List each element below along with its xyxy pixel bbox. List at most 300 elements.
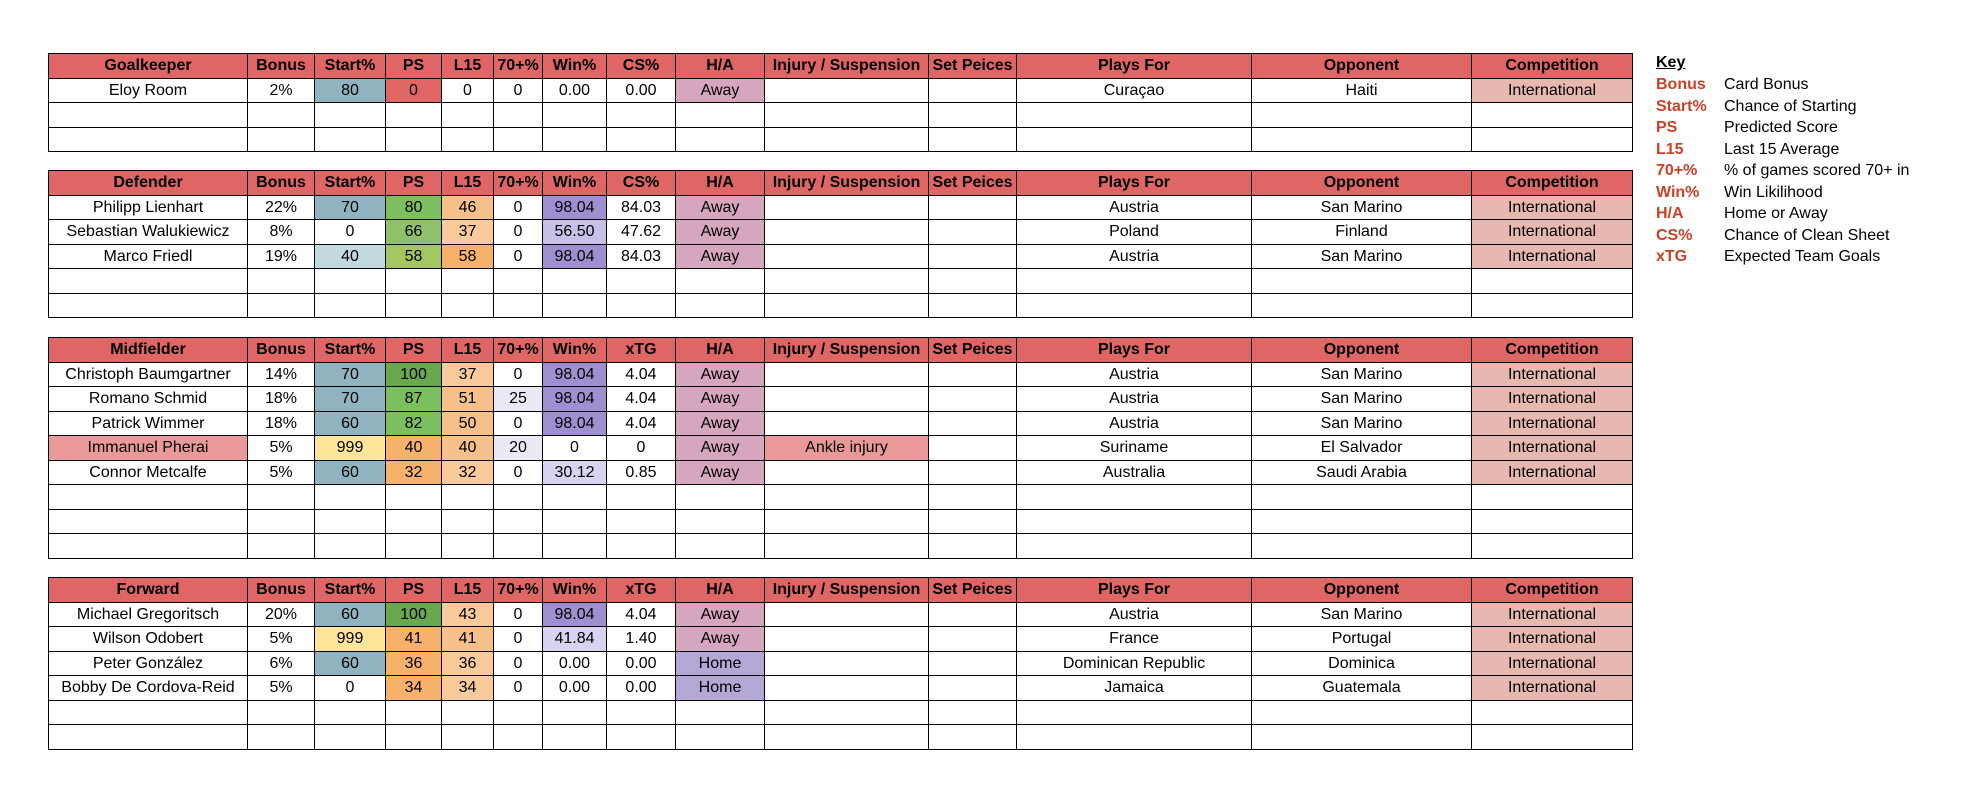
cell-l15[interactable] <box>442 534 494 559</box>
cell-plays-for[interactable] <box>1017 127 1252 152</box>
cell-ps[interactable]: 36 <box>386 651 442 676</box>
cell-injury[interactable] <box>765 127 929 152</box>
cell-start-pct[interactable] <box>315 509 386 534</box>
cell-70plus[interactable]: 0 <box>494 460 543 485</box>
cell-set-pieces[interactable] <box>929 269 1017 294</box>
cell-home-away[interactable] <box>676 725 765 750</box>
cell-start-pct[interactable] <box>315 485 386 510</box>
cell-win-pct[interactable] <box>543 509 607 534</box>
cell-competition[interactable] <box>1472 269 1633 294</box>
cell-competition[interactable]: International <box>1472 627 1633 652</box>
cell-start-pct[interactable]: 70 <box>315 362 386 387</box>
cell-start-pct[interactable] <box>315 534 386 559</box>
cell-l15[interactable]: 37 <box>442 220 494 245</box>
cell-bonus[interactable]: 19% <box>248 244 315 269</box>
cell-opponent[interactable] <box>1252 269 1472 294</box>
cell-injury[interactable] <box>765 534 929 559</box>
cell-player-name[interactable] <box>49 485 248 510</box>
cell-win-pct[interactable]: 98.04 <box>543 602 607 627</box>
cell-set-pieces[interactable] <box>929 244 1017 269</box>
cell-opponent[interactable] <box>1252 485 1472 510</box>
cell-start-pct[interactable]: 80 <box>315 78 386 103</box>
cell-ps[interactable]: 100 <box>386 362 442 387</box>
cell-l15[interactable]: 34 <box>442 676 494 701</box>
cell-injury[interactable] <box>765 195 929 220</box>
cell-plays-for[interactable]: France <box>1017 627 1252 652</box>
cell-opponent[interactable] <box>1252 509 1472 534</box>
cell-opponent[interactable]: San Marino <box>1252 244 1472 269</box>
cell-l15[interactable]: 37 <box>442 362 494 387</box>
cell-home-away[interactable] <box>676 700 765 725</box>
cell-bonus[interactable]: 5% <box>248 436 315 461</box>
cell-opponent[interactable]: Guatemala <box>1252 676 1472 701</box>
cell-70plus[interactable] <box>494 485 543 510</box>
cell-plays-for[interactable] <box>1017 725 1252 750</box>
cell-home-away[interactable] <box>676 293 765 318</box>
cell-set-pieces[interactable] <box>929 534 1017 559</box>
cell-competition[interactable]: International <box>1472 195 1633 220</box>
cell-bonus[interactable]: 5% <box>248 460 315 485</box>
cell-cs-or-xtg[interactable]: 4.04 <box>607 362 676 387</box>
cell-l15[interactable]: 36 <box>442 651 494 676</box>
cell-set-pieces[interactable] <box>929 509 1017 534</box>
cell-ps[interactable]: 32 <box>386 460 442 485</box>
cell-bonus[interactable] <box>248 293 315 318</box>
cell-ps[interactable] <box>386 103 442 128</box>
cell-home-away[interactable]: Away <box>676 244 765 269</box>
cell-ps[interactable] <box>386 725 442 750</box>
cell-competition[interactable]: International <box>1472 651 1633 676</box>
cell-opponent[interactable] <box>1252 534 1472 559</box>
cell-player-name[interactable] <box>49 509 248 534</box>
cell-start-pct[interactable] <box>315 127 386 152</box>
cell-win-pct[interactable] <box>543 700 607 725</box>
cell-injury[interactable] <box>765 293 929 318</box>
cell-bonus[interactable]: 5% <box>248 676 315 701</box>
cell-home-away[interactable]: Home <box>676 676 765 701</box>
cell-set-pieces[interactable] <box>929 700 1017 725</box>
cell-set-pieces[interactable] <box>929 676 1017 701</box>
cell-set-pieces[interactable] <box>929 436 1017 461</box>
cell-plays-for[interactable]: Suriname <box>1017 436 1252 461</box>
cell-opponent[interactable]: Finland <box>1252 220 1472 245</box>
cell-start-pct[interactable]: 70 <box>315 195 386 220</box>
cell-opponent[interactable]: Dominica <box>1252 651 1472 676</box>
cell-70plus[interactable]: 20 <box>494 436 543 461</box>
cell-cs-or-xtg[interactable] <box>607 293 676 318</box>
cell-competition[interactable] <box>1472 700 1633 725</box>
cell-bonus[interactable]: 14% <box>248 362 315 387</box>
cell-win-pct[interactable]: 0.00 <box>543 676 607 701</box>
cell-plays-for[interactable]: Australia <box>1017 460 1252 485</box>
cell-cs-or-xtg[interactable]: 84.03 <box>607 244 676 269</box>
cell-cs-or-xtg[interactable]: 1.40 <box>607 627 676 652</box>
cell-cs-or-xtg[interactable] <box>607 725 676 750</box>
cell-start-pct[interactable]: 999 <box>315 436 386 461</box>
cell-plays-for[interactable]: Austria <box>1017 387 1252 412</box>
cell-competition[interactable]: International <box>1472 220 1633 245</box>
cell-player-name[interactable] <box>49 293 248 318</box>
cell-set-pieces[interactable] <box>929 195 1017 220</box>
cell-start-pct[interactable] <box>315 293 386 318</box>
cell-home-away[interactable]: Home <box>676 651 765 676</box>
cell-home-away[interactable] <box>676 103 765 128</box>
cell-70plus[interactable]: 0 <box>494 78 543 103</box>
cell-plays-for[interactable]: Austria <box>1017 362 1252 387</box>
cell-start-pct[interactable]: 40 <box>315 244 386 269</box>
cell-cs-or-xtg[interactable] <box>607 103 676 128</box>
cell-bonus[interactable] <box>248 700 315 725</box>
cell-home-away[interactable]: Away <box>676 362 765 387</box>
cell-home-away[interactable] <box>676 269 765 294</box>
cell-ps[interactable] <box>386 509 442 534</box>
cell-competition[interactable] <box>1472 127 1633 152</box>
cell-set-pieces[interactable] <box>929 460 1017 485</box>
cell-l15[interactable]: 46 <box>442 195 494 220</box>
cell-plays-for[interactable]: Jamaica <box>1017 676 1252 701</box>
cell-home-away[interactable] <box>676 485 765 510</box>
cell-70plus[interactable] <box>494 103 543 128</box>
cell-ps[interactable]: 34 <box>386 676 442 701</box>
cell-l15[interactable] <box>442 485 494 510</box>
cell-set-pieces[interactable] <box>929 127 1017 152</box>
cell-ps[interactable]: 41 <box>386 627 442 652</box>
cell-start-pct[interactable] <box>315 103 386 128</box>
cell-70plus[interactable] <box>494 509 543 534</box>
cell-injury[interactable] <box>765 220 929 245</box>
cell-ps[interactable]: 100 <box>386 602 442 627</box>
cell-injury[interactable] <box>765 676 929 701</box>
cell-start-pct[interactable]: 60 <box>315 651 386 676</box>
cell-cs-or-xtg[interactable] <box>607 127 676 152</box>
cell-start-pct[interactable]: 60 <box>315 460 386 485</box>
cell-cs-or-xtg[interactable]: 4.04 <box>607 602 676 627</box>
cell-home-away[interactable]: Away <box>676 436 765 461</box>
cell-plays-for[interactable]: Austria <box>1017 411 1252 436</box>
cell-bonus[interactable]: 20% <box>248 602 315 627</box>
cell-set-pieces[interactable] <box>929 485 1017 510</box>
cell-competition[interactable] <box>1472 103 1633 128</box>
cell-cs-or-xtg[interactable]: 0.00 <box>607 651 676 676</box>
cell-l15[interactable] <box>442 725 494 750</box>
cell-bonus[interactable]: 6% <box>248 651 315 676</box>
cell-set-pieces[interactable] <box>929 651 1017 676</box>
cell-ps[interactable]: 80 <box>386 195 442 220</box>
cell-win-pct[interactable] <box>543 725 607 750</box>
cell-injury[interactable] <box>765 103 929 128</box>
cell-start-pct[interactable]: 0 <box>315 220 386 245</box>
cell-opponent[interactable] <box>1252 293 1472 318</box>
cell-cs-or-xtg[interactable]: 0.85 <box>607 460 676 485</box>
cell-competition[interactable]: International <box>1472 460 1633 485</box>
cell-win-pct[interactable] <box>543 127 607 152</box>
cell-injury[interactable] <box>765 269 929 294</box>
cell-cs-or-xtg[interactable] <box>607 485 676 510</box>
cell-cs-or-xtg[interactable] <box>607 534 676 559</box>
cell-opponent[interactable]: El Salvador <box>1252 436 1472 461</box>
cell-home-away[interactable]: Away <box>676 220 765 245</box>
cell-70plus[interactable]: 0 <box>494 244 543 269</box>
cell-bonus[interactable] <box>248 509 315 534</box>
cell-injury[interactable] <box>765 509 929 534</box>
cell-injury[interactable] <box>765 485 929 510</box>
cell-l15[interactable]: 40 <box>442 436 494 461</box>
cell-l15[interactable]: 51 <box>442 387 494 412</box>
cell-injury[interactable] <box>765 602 929 627</box>
cell-plays-for[interactable]: Austria <box>1017 602 1252 627</box>
cell-win-pct[interactable] <box>543 485 607 510</box>
cell-cs-or-xtg[interactable]: 0 <box>607 436 676 461</box>
cell-competition[interactable]: International <box>1472 411 1633 436</box>
cell-injury[interactable] <box>765 387 929 412</box>
cell-cs-or-xtg[interactable]: 4.04 <box>607 411 676 436</box>
cell-set-pieces[interactable] <box>929 220 1017 245</box>
cell-player-name[interactable]: Eloy Room <box>49 78 248 103</box>
cell-plays-for[interactable] <box>1017 534 1252 559</box>
cell-start-pct[interactable]: 60 <box>315 602 386 627</box>
cell-ps[interactable] <box>386 485 442 510</box>
cell-competition[interactable]: International <box>1472 602 1633 627</box>
cell-bonus[interactable] <box>248 534 315 559</box>
cell-injury[interactable] <box>765 78 929 103</box>
cell-player-name[interactable]: Immanuel Pherai <box>49 436 248 461</box>
cell-70plus[interactable]: 0 <box>494 676 543 701</box>
cell-player-name[interactable]: Christoph Baumgartner <box>49 362 248 387</box>
cell-plays-for[interactable]: Curaçao <box>1017 78 1252 103</box>
cell-ps[interactable] <box>386 293 442 318</box>
cell-win-pct[interactable]: 30.12 <box>543 460 607 485</box>
cell-competition[interactable] <box>1472 534 1633 559</box>
cell-opponent[interactable] <box>1252 700 1472 725</box>
cell-player-name[interactable]: Romano Schmid <box>49 387 248 412</box>
cell-plays-for[interactable]: Dominican Republic <box>1017 651 1252 676</box>
cell-set-pieces[interactable] <box>929 627 1017 652</box>
cell-set-pieces[interactable] <box>929 293 1017 318</box>
cell-bonus[interactable] <box>248 103 315 128</box>
cell-player-name[interactable] <box>49 534 248 559</box>
cell-opponent[interactable] <box>1252 103 1472 128</box>
cell-opponent[interactable] <box>1252 127 1472 152</box>
cell-70plus[interactable] <box>494 269 543 294</box>
cell-win-pct[interactable]: 56.50 <box>543 220 607 245</box>
cell-70plus[interactable]: 0 <box>494 220 543 245</box>
cell-plays-for[interactable]: Austria <box>1017 244 1252 269</box>
cell-win-pct[interactable]: 98.04 <box>543 362 607 387</box>
cell-cs-or-xtg[interactable]: 4.04 <box>607 387 676 412</box>
cell-player-name[interactable]: Bobby De Cordova-Reid <box>49 676 248 701</box>
cell-start-pct[interactable]: 0 <box>315 676 386 701</box>
cell-cs-or-xtg[interactable]: 47.62 <box>607 220 676 245</box>
cell-opponent[interactable]: San Marino <box>1252 602 1472 627</box>
cell-plays-for[interactable] <box>1017 103 1252 128</box>
cell-ps[interactable] <box>386 127 442 152</box>
cell-competition[interactable] <box>1472 725 1633 750</box>
cell-l15[interactable] <box>442 103 494 128</box>
cell-injury[interactable] <box>765 651 929 676</box>
cell-bonus[interactable] <box>248 269 315 294</box>
cell-competition[interactable]: International <box>1472 362 1633 387</box>
cell-player-name[interactable]: Sebastian Walukiewicz <box>49 220 248 245</box>
cell-l15[interactable]: 43 <box>442 602 494 627</box>
cell-home-away[interactable]: Away <box>676 387 765 412</box>
cell-injury[interactable]: Ankle injury <box>765 436 929 461</box>
cell-cs-or-xtg[interactable] <box>607 269 676 294</box>
cell-set-pieces[interactable] <box>929 602 1017 627</box>
cell-bonus[interactable]: 5% <box>248 627 315 652</box>
cell-player-name[interactable]: Marco Friedl <box>49 244 248 269</box>
cell-injury[interactable] <box>765 244 929 269</box>
cell-70plus[interactable]: 0 <box>494 602 543 627</box>
cell-home-away[interactable] <box>676 509 765 534</box>
cell-l15[interactable] <box>442 700 494 725</box>
cell-ps[interactable] <box>386 269 442 294</box>
cell-player-name[interactable] <box>49 700 248 725</box>
cell-set-pieces[interactable] <box>929 103 1017 128</box>
cell-70plus[interactable] <box>494 293 543 318</box>
cell-cs-or-xtg[interactable] <box>607 509 676 534</box>
cell-ps[interactable] <box>386 700 442 725</box>
cell-player-name[interactable]: Michael Gregoritsch <box>49 602 248 627</box>
cell-bonus[interactable] <box>248 127 315 152</box>
cell-l15[interactable]: 58 <box>442 244 494 269</box>
cell-70plus[interactable]: 0 <box>494 411 543 436</box>
cell-start-pct[interactable] <box>315 269 386 294</box>
cell-bonus[interactable]: 18% <box>248 411 315 436</box>
cell-player-name[interactable]: Peter González <box>49 651 248 676</box>
cell-win-pct[interactable] <box>543 534 607 559</box>
cell-70plus[interactable]: 0 <box>494 651 543 676</box>
cell-plays-for[interactable] <box>1017 293 1252 318</box>
cell-home-away[interactable]: Away <box>676 411 765 436</box>
cell-cs-or-xtg[interactable] <box>607 700 676 725</box>
cell-70plus[interactable]: 0 <box>494 627 543 652</box>
cell-player-name[interactable] <box>49 127 248 152</box>
cell-set-pieces[interactable] <box>929 387 1017 412</box>
cell-ps[interactable]: 87 <box>386 387 442 412</box>
cell-70plus[interactable] <box>494 534 543 559</box>
cell-start-pct[interactable]: 999 <box>315 627 386 652</box>
cell-home-away[interactable]: Away <box>676 602 765 627</box>
cell-injury[interactable] <box>765 700 929 725</box>
cell-bonus[interactable]: 18% <box>248 387 315 412</box>
cell-bonus[interactable] <box>248 485 315 510</box>
cell-start-pct[interactable]: 60 <box>315 411 386 436</box>
cell-cs-or-xtg[interactable]: 0.00 <box>607 676 676 701</box>
cell-competition[interactable]: International <box>1472 436 1633 461</box>
cell-ps[interactable]: 0 <box>386 78 442 103</box>
cell-ps[interactable]: 66 <box>386 220 442 245</box>
cell-win-pct[interactable] <box>543 293 607 318</box>
cell-win-pct[interactable]: 41.84 <box>543 627 607 652</box>
cell-l15[interactable]: 32 <box>442 460 494 485</box>
cell-competition[interactable] <box>1472 509 1633 534</box>
cell-start-pct[interactable] <box>315 725 386 750</box>
cell-opponent[interactable]: Portugal <box>1252 627 1472 652</box>
cell-l15[interactable]: 41 <box>442 627 494 652</box>
cell-70plus[interactable] <box>494 725 543 750</box>
cell-win-pct[interactable]: 0 <box>543 436 607 461</box>
cell-ps[interactable]: 40 <box>386 436 442 461</box>
cell-win-pct[interactable] <box>543 103 607 128</box>
cell-70plus[interactable]: 0 <box>494 362 543 387</box>
cell-player-name[interactable]: Connor Metcalfe <box>49 460 248 485</box>
cell-set-pieces[interactable] <box>929 725 1017 750</box>
cell-win-pct[interactable]: 98.04 <box>543 411 607 436</box>
cell-set-pieces[interactable] <box>929 362 1017 387</box>
cell-home-away[interactable]: Away <box>676 627 765 652</box>
cell-70plus[interactable]: 25 <box>494 387 543 412</box>
cell-home-away[interactable]: Away <box>676 460 765 485</box>
cell-home-away[interactable] <box>676 127 765 152</box>
cell-70plus[interactable]: 0 <box>494 195 543 220</box>
cell-injury[interactable] <box>765 460 929 485</box>
cell-injury[interactable] <box>765 411 929 436</box>
cell-cs-or-xtg[interactable]: 84.03 <box>607 195 676 220</box>
cell-competition[interactable] <box>1472 485 1633 510</box>
cell-set-pieces[interactable] <box>929 78 1017 103</box>
cell-plays-for[interactable] <box>1017 485 1252 510</box>
cell-ps[interactable]: 58 <box>386 244 442 269</box>
cell-set-pieces[interactable] <box>929 411 1017 436</box>
cell-win-pct[interactable]: 98.04 <box>543 244 607 269</box>
cell-competition[interactable] <box>1472 293 1633 318</box>
cell-injury[interactable] <box>765 627 929 652</box>
cell-bonus[interactable] <box>248 725 315 750</box>
cell-player-name[interactable]: Wilson Odobert <box>49 627 248 652</box>
cell-70plus[interactable] <box>494 127 543 152</box>
cell-ps[interactable] <box>386 534 442 559</box>
cell-plays-for[interactable] <box>1017 509 1252 534</box>
cell-bonus[interactable]: 2% <box>248 78 315 103</box>
cell-plays-for[interactable]: Austria <box>1017 195 1252 220</box>
cell-player-name[interactable]: Philipp Lienhart <box>49 195 248 220</box>
cell-competition[interactable]: International <box>1472 78 1633 103</box>
cell-opponent[interactable]: San Marino <box>1252 195 1472 220</box>
cell-home-away[interactable] <box>676 534 765 559</box>
cell-win-pct[interactable]: 0.00 <box>543 78 607 103</box>
cell-bonus[interactable]: 22% <box>248 195 315 220</box>
cell-ps[interactable]: 82 <box>386 411 442 436</box>
cell-competition[interactable]: International <box>1472 244 1633 269</box>
cell-l15[interactable] <box>442 293 494 318</box>
cell-l15[interactable]: 50 <box>442 411 494 436</box>
cell-opponent[interactable]: Haiti <box>1252 78 1472 103</box>
cell-opponent[interactable] <box>1252 725 1472 750</box>
cell-win-pct[interactable]: 98.04 <box>543 195 607 220</box>
cell-opponent[interactable]: San Marino <box>1252 411 1472 436</box>
cell-start-pct[interactable] <box>315 700 386 725</box>
cell-player-name[interactable] <box>49 269 248 294</box>
cell-competition[interactable]: International <box>1472 676 1633 701</box>
cell-plays-for[interactable] <box>1017 269 1252 294</box>
cell-win-pct[interactable]: 98.04 <box>543 387 607 412</box>
cell-injury[interactable] <box>765 725 929 750</box>
cell-plays-for[interactable] <box>1017 700 1252 725</box>
cell-l15[interactable] <box>442 127 494 152</box>
cell-home-away[interactable]: Away <box>676 195 765 220</box>
cell-opponent[interactable]: San Marino <box>1252 387 1472 412</box>
cell-start-pct[interactable]: 70 <box>315 387 386 412</box>
cell-player-name[interactable] <box>49 103 248 128</box>
cell-win-pct[interactable]: 0.00 <box>543 651 607 676</box>
cell-player-name[interactable] <box>49 725 248 750</box>
cell-cs-or-xtg[interactable]: 0.00 <box>607 78 676 103</box>
cell-opponent[interactable]: Saudi Arabia <box>1252 460 1472 485</box>
cell-l15[interactable] <box>442 269 494 294</box>
cell-competition[interactable]: International <box>1472 387 1633 412</box>
cell-70plus[interactable] <box>494 700 543 725</box>
cell-win-pct[interactable] <box>543 269 607 294</box>
